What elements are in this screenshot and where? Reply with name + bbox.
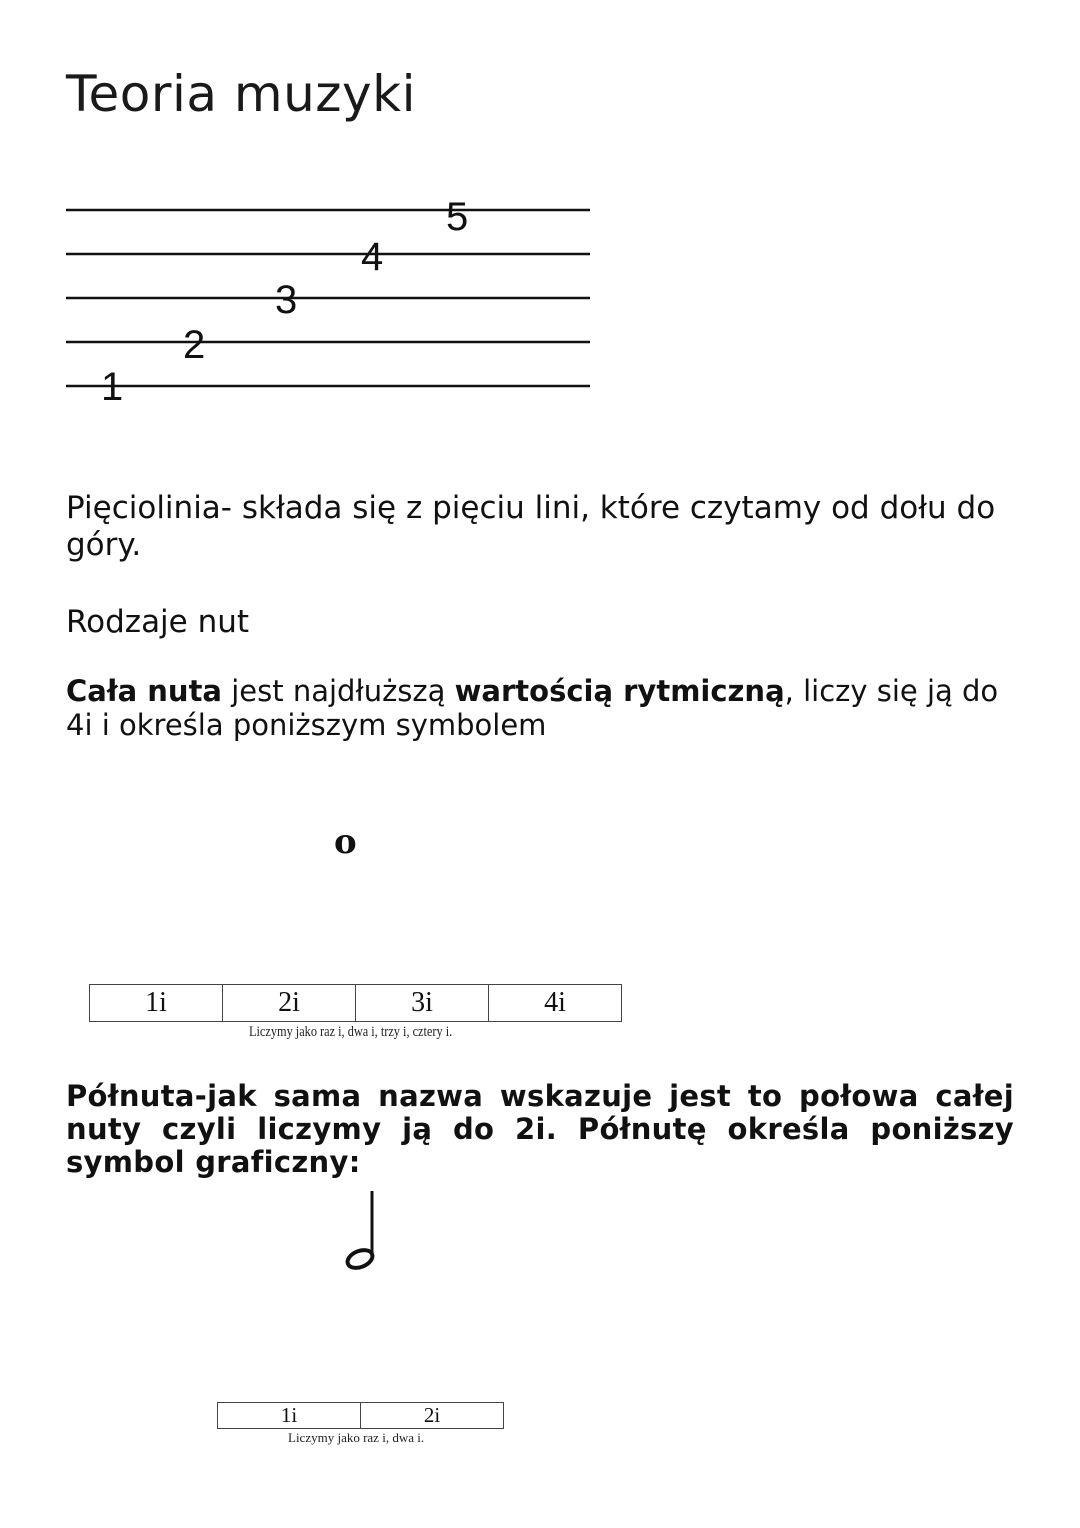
count-cell: 2i	[361, 1403, 504, 1429]
count-cell: 2i	[223, 985, 356, 1022]
staff-number-1: 1	[101, 365, 124, 409]
count-cell: 1i	[90, 985, 223, 1022]
half-note-count-caption: Liczymy jako raz i, dwa i.	[288, 1430, 425, 1445]
count-cell: 1i	[218, 1403, 361, 1429]
count-cell: 4i	[489, 985, 622, 1022]
whole-note-description: Cała nuta jest najdłuższą wartością rytmiczną, liczy się ją do 4i i określa poniższym symbolem	[66, 674, 999, 742]
page-title: Teoria muzyki	[66, 65, 416, 123]
staff-number-5: 5	[446, 195, 469, 239]
count-cell: 3i	[356, 985, 489, 1022]
staff-definition: Pięciolinia- składa się z pięciu lini, które czytamy od dołu do góry.	[66, 490, 996, 563]
half-note-count-table	[217, 1402, 504, 1429]
half-note-description: Półnuta-jak sama nazwa wskazuje jest to połowa całej nuty czyli liczymy ją do 2i. Półnutę określa poniższy symbol graficzny:	[66, 1079, 1014, 1179]
whole-note-symbol: o	[334, 822, 357, 862]
staff-number-2: 2	[183, 323, 206, 367]
whole-note-term: Cała nuta	[66, 674, 223, 708]
half-note-symbol	[330, 1185, 380, 1275]
staff-diagram	[0, 0, 600, 420]
note-types-heading: Rodzaje nut	[66, 604, 250, 640]
staff-number-4: 4	[361, 235, 384, 279]
staff-number-3: 3	[275, 278, 298, 322]
rhythmic-value-term: wartością rytmiczną	[454, 674, 785, 708]
whole-note-count-caption: Liczymy jako raz i, dwa i, trzy i, cztery i.	[249, 1024, 453, 1040]
whole-note-count-table	[89, 984, 622, 1022]
